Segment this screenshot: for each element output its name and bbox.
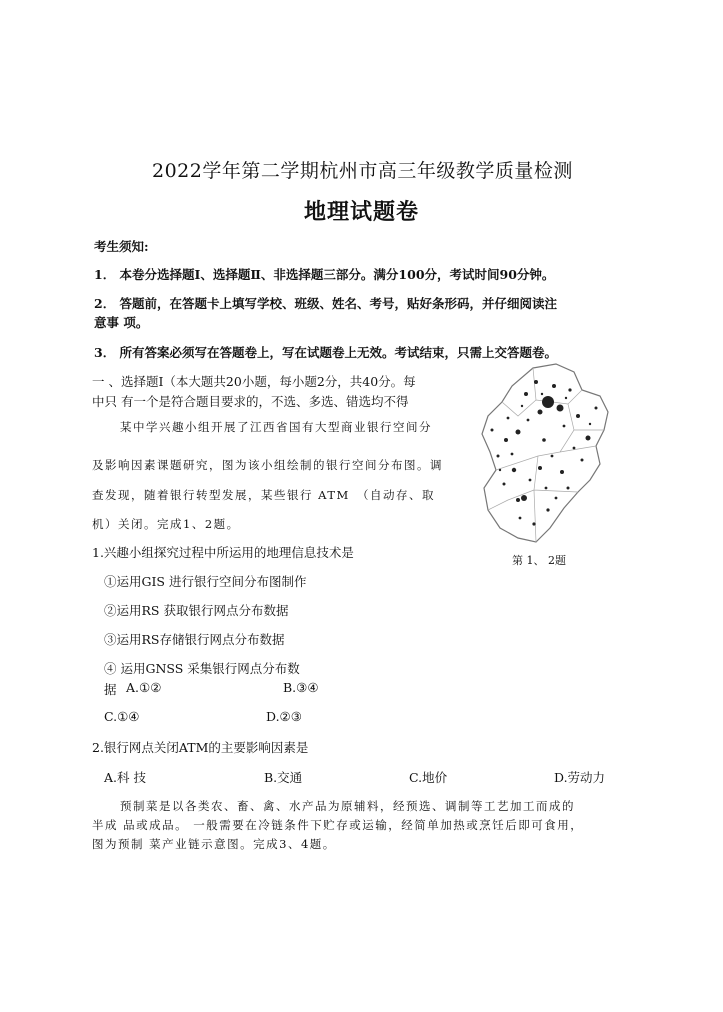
question-2-choice-b[interactable]: B.交通 [264, 770, 303, 785]
figure-caption: 第 1、 2题 [512, 554, 566, 567]
question-1-choice-c[interactable]: C.①④ [104, 709, 140, 724]
question-1-statement-1: ①运用GIS 进行银行空间分布图制作 [104, 574, 307, 589]
passage-1-line-3: 查发现，随着银行转型发展，某些银行 ATM （自动存、取 [92, 488, 436, 502]
notice-heading: 考生须知: [94, 239, 149, 254]
passage-1-line-4: 机）关闭。完成1、2题。 [92, 517, 240, 531]
question-2-choice-c[interactable]: C.地价 [409, 770, 448, 785]
question-1-choice-a[interactable]: A.①② [126, 680, 162, 695]
question-1-choice-a-prefix: 据 [104, 682, 117, 697]
question-1-choice-b[interactable]: B.③④ [283, 680, 319, 695]
passage-2-line-1: 预制菜是以各类农、畜、禽、水产品为原辅料，经预选、调制等工艺加工而成的 [120, 799, 575, 813]
passage-2-line-2: 半成 品或成品。 一般需要在冷链条件下贮存或运输，经简单加热或烹饪后即可食用， [92, 818, 584, 832]
notice-item-3: 3． 所有答案必须写在答题卷上，写在试题卷上无效。考试结束，只需上交答题卷。 [94, 345, 558, 360]
question-2-choice-d[interactable]: D.劳动力 [554, 770, 606, 785]
notice-item-2-line-1: 2． 答题前，在答题卡上填写学校、班级、姓名、考号，贴好条形码，并仔细阅读注 [94, 296, 558, 311]
question-1-statement-3: ③运用RS存储银行网点分布数据 [104, 632, 285, 647]
question-1-choice-d[interactable]: D.②③ [266, 709, 302, 724]
section-1-instructions-line-2: 中只 有一个是符合题目要求的，不选、多选、错选均不得 [92, 394, 409, 409]
bank-distribution-map-icon [478, 360, 618, 550]
passage-2-line-3: 图为预制 菜产业链示意图。完成3、4题。 [92, 837, 336, 851]
question-1-statement-2: ②运用RS 获取银行网点分布数据 [104, 603, 289, 618]
notice-item-2-line-2: 意事 项。 [94, 315, 149, 330]
passage-1-line-2: 及影响因素课题研究，图为该小组绘制的银行空间分布图。调 [92, 458, 443, 472]
question-1-statement-4: ④ 运用GNSS 采集银行网点分布数 [104, 661, 300, 676]
notice-item-1: 1． 本卷分选择题Ⅰ、选择题Ⅱ、非选择题三部分。满分100分，考试时间90分钟。 [94, 267, 555, 282]
question-2-choice-a[interactable]: A.科 技 [104, 770, 146, 785]
passage-1-line-1: 某中学兴趣小组开展了江西省国有大型商业银行空间分 [120, 420, 432, 434]
exam-subtitle: 地理试题卷 [304, 199, 420, 225]
exam-title: 2022学年第二学期杭州市高三年级教学质量检测 [152, 160, 573, 182]
question-1-stem: 1.兴趣小组探究过程中所运用的地理信息技术是 [92, 545, 354, 560]
question-2-stem: 2.银行网点关闭ATM的主要影响因素是 [92, 740, 309, 755]
section-1-instructions-line-1: 一 、选择题Ⅰ（本大题共20小题，每小题2分，共40分。每 [92, 374, 416, 389]
